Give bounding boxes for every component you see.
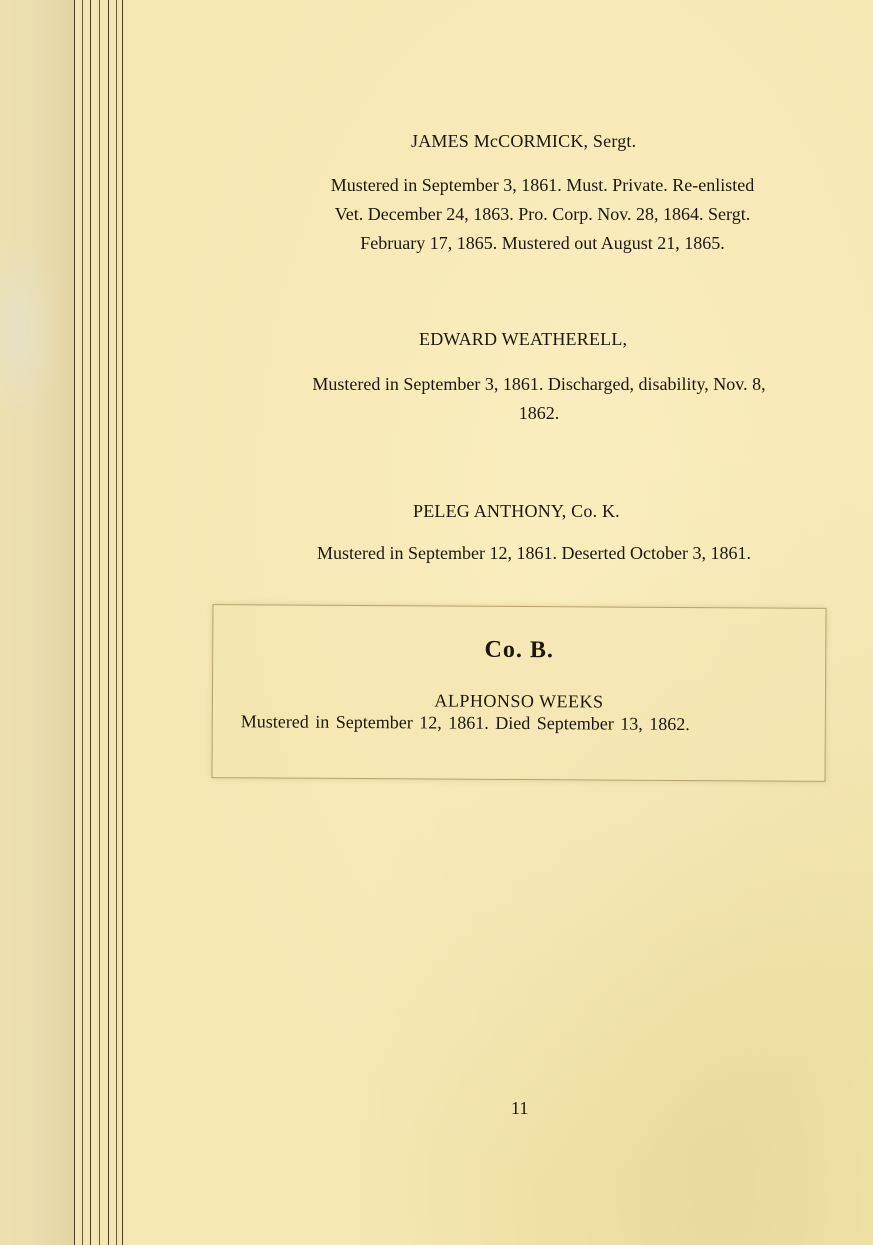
entry-name: PELEG ANTHONY, Co. K. — [413, 501, 620, 521]
margin-stain — [0, 230, 60, 430]
slip-entry-text: Mustered in September 12, 1861. Died September 13, 1862. — [240, 711, 690, 735]
page-edge-line — [99, 0, 100, 1245]
entry-line: Mustered in September 12, 1861. Deserted October 3, 1861. — [317, 543, 751, 563]
page-number: 11 — [511, 1098, 529, 1118]
entry-name: JAMES McCORMICK, Sergt. — [411, 131, 637, 151]
entry-line: Mustered in September 3, 1861. Must. Private. Re-enlisted — [330, 175, 755, 195]
entry-line: February 17, 1865. Mustered out August 21, 1865. — [360, 233, 725, 253]
company-heading: Co. B. — [484, 636, 555, 664]
page-edge-line — [90, 0, 91, 1245]
entry-line: 1862. — [518, 403, 560, 423]
page-edge-line — [82, 0, 83, 1245]
page-edge-line — [74, 0, 75, 1245]
slip-entry-name: ALPHONSO WEEKS — [434, 690, 604, 712]
page-edge-line — [108, 0, 109, 1245]
entry-name: EDWARD WEATHERELL, — [419, 329, 628, 349]
entry-line: Vet. December 24, 1863. Pro. Corp. Nov. 28, 1864. Sergt. — [334, 204, 751, 224]
page-edge-line — [116, 0, 117, 1245]
entry-line: Mustered in September 3, 1861. Discharged, disability, Nov. 8, — [312, 374, 766, 394]
left-page-edge — [0, 0, 74, 1245]
pasted-slip — [211, 604, 826, 782]
